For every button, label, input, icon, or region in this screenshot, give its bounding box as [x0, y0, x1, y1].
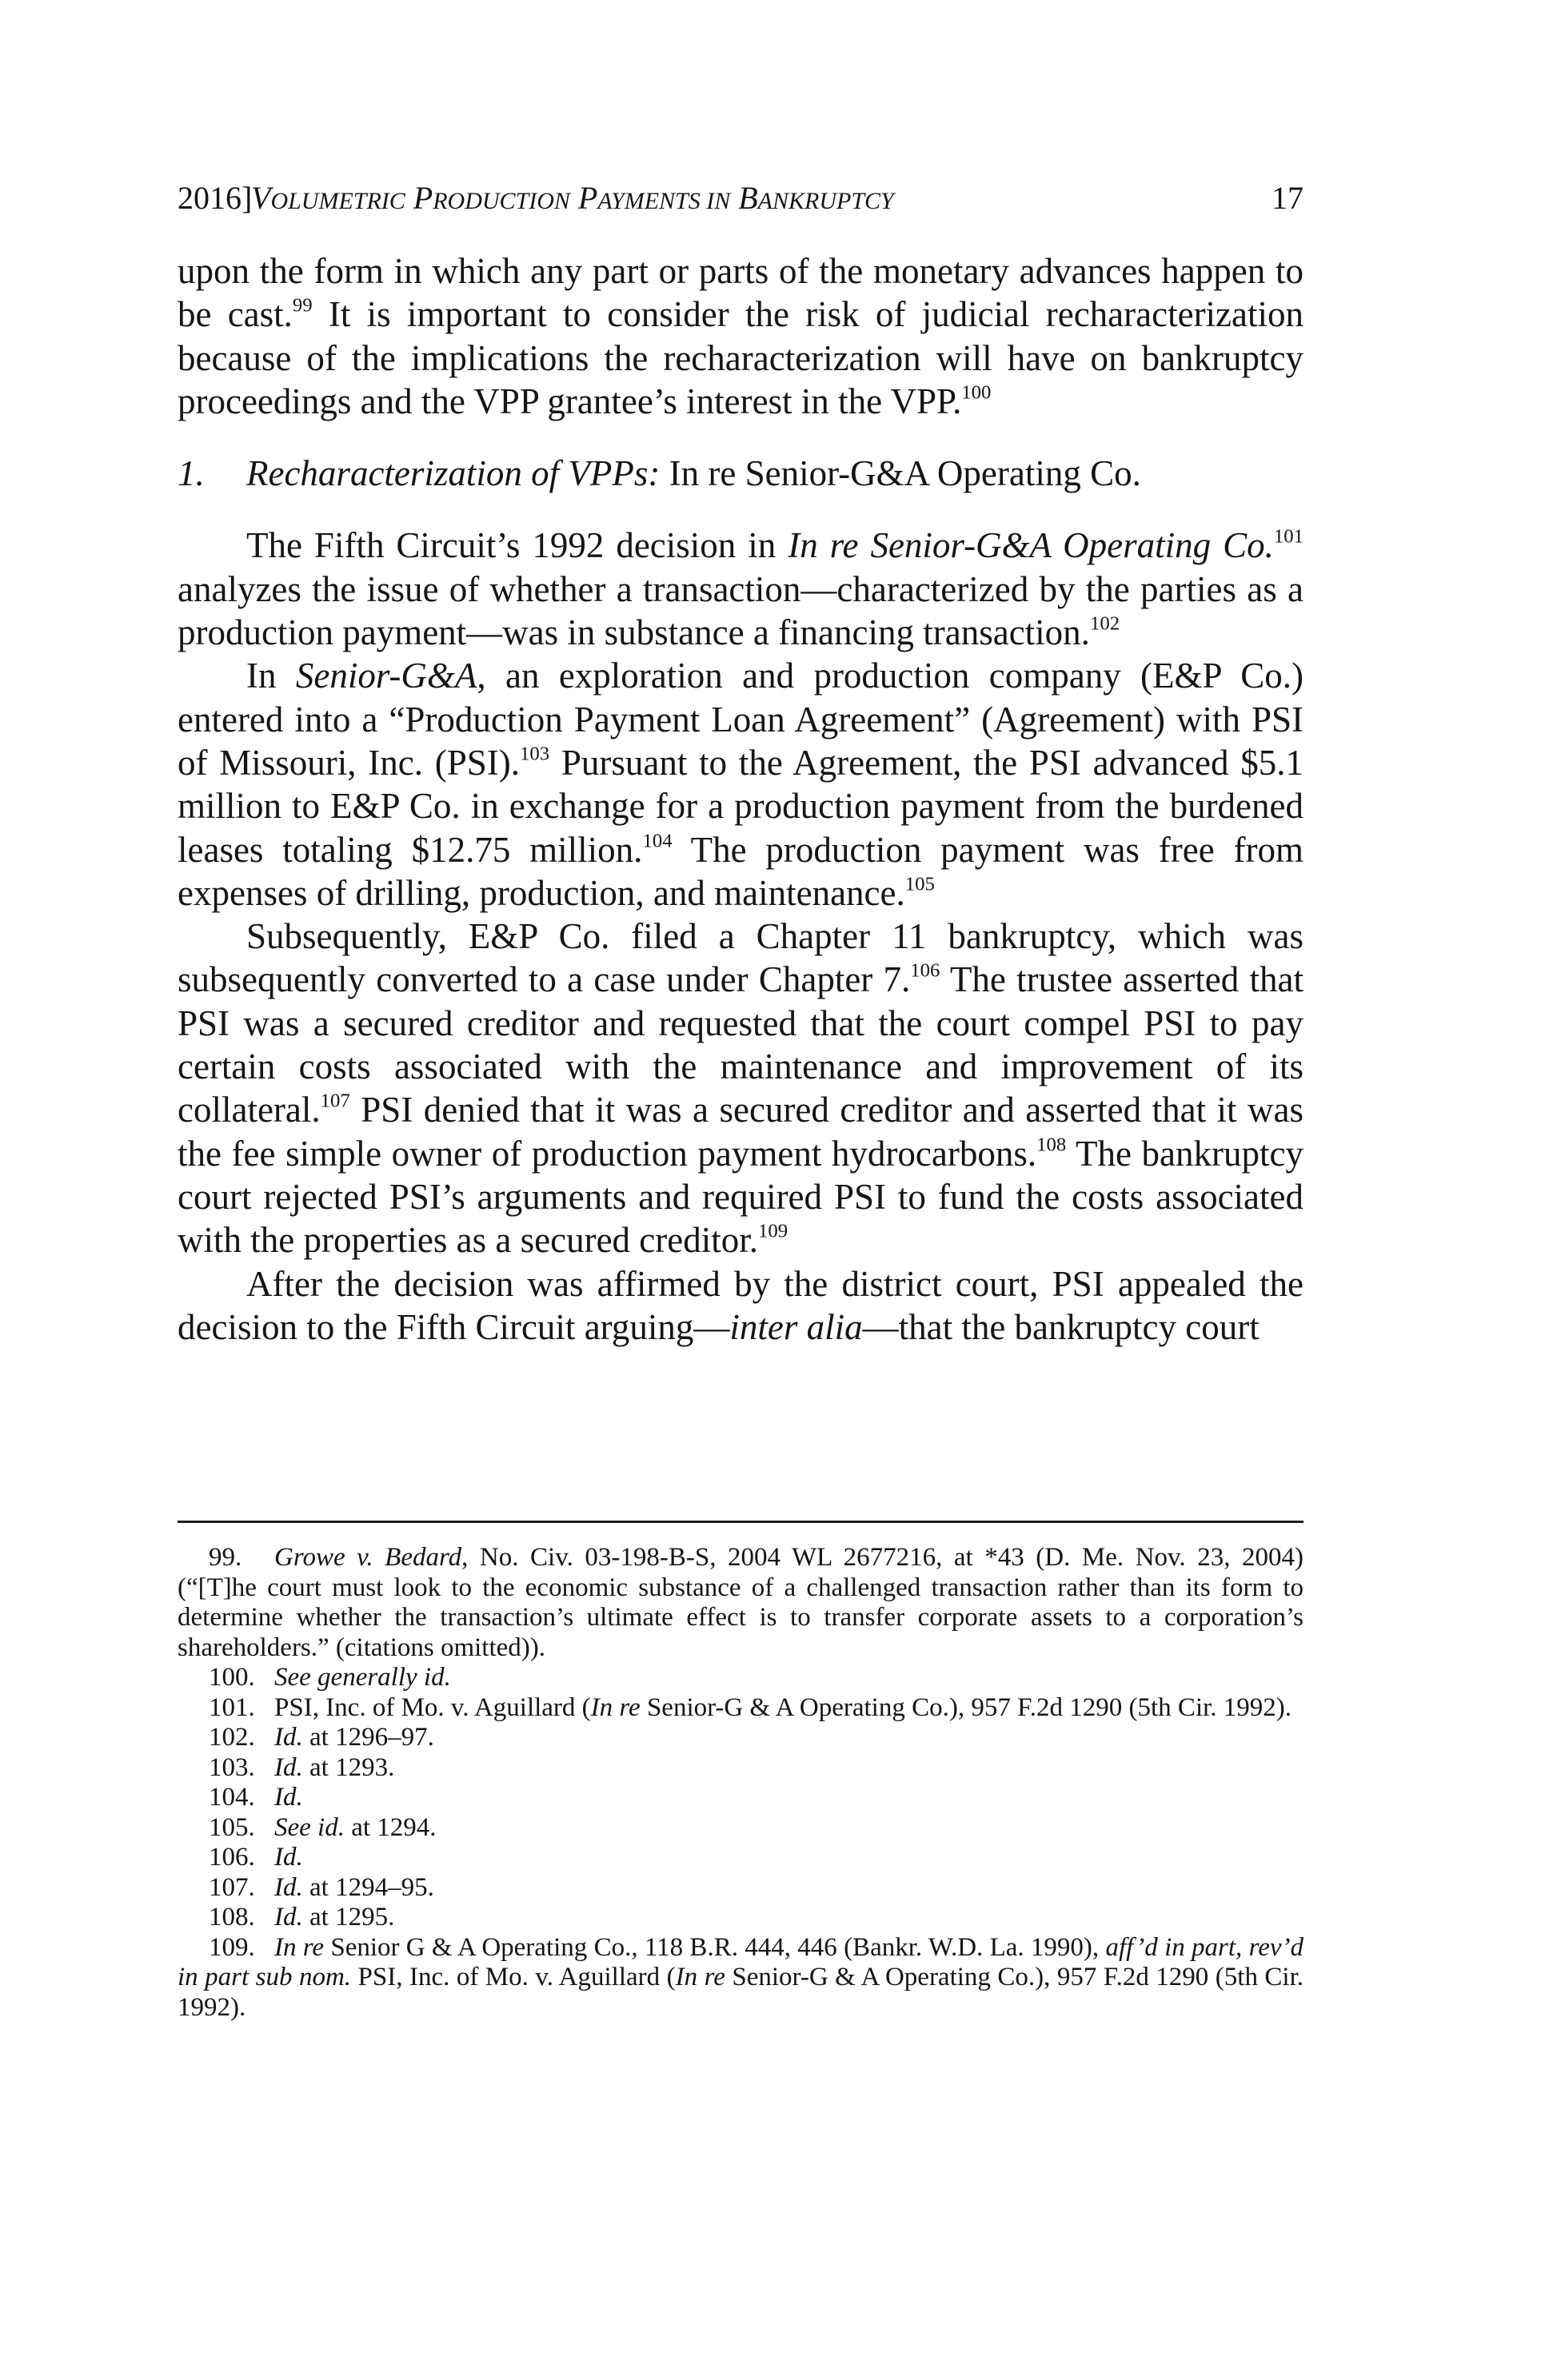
footnote-103: 103. Id. at 1293.: [209, 1752, 395, 1782]
footnote-ref: 101: [1273, 525, 1303, 548]
paragraph-3: In Senior-G&A, an exploration and production company (E&P Co.) entered into a “Production Payment Loan Agreement” (Agreement) with PSI of Missouri, Inc. (PSI).$^{103}$ Pursuant to the Agreement, the PSI advanced $5.1 million to E&P Co. in exchange for a production payment from the burdened leases totaling $12.75 million.$^{104}$ The production payment was free from expenses of drilling, production, and maintenance.$^{105}$: [178, 656, 1304, 913]
paragraph-4: Subsequently, E&P Co. filed a Chapter 11 bankruptcy, which was subsequently converted to a case under Chapter 7.$^{106}$ The trustee asserted that PSI was a secured creditor and requested that the court compel PSI to pay certain costs associated with the maintenance and improvement of its collateral.$^{107}$ PSI denied that it was a secured creditor and asserted that it was the fee simple owner of production payment hydrocarbons.$^{108}$ The bankruptcy court rejected PSI’s arguments and required PSI to fund the costs associated with the properties as a secured creditor.$^{109}$: [178, 916, 1303, 1261]
footnotes: [178, 1543, 1303, 2023]
page-number: 17: [1272, 180, 1303, 216]
header-year: 2016]: [178, 180, 253, 216]
footnote-ref: 105: [904, 873, 935, 895]
footnote-106: 106. Id.: [209, 1843, 303, 1872]
section-heading: 1. Recharacterization of VPPs: In re Senior-G&A Operating Co.: [178, 453, 1141, 494]
running-header: [178, 174, 1303, 222]
footnote-ref: 109: [757, 1220, 788, 1242]
footnote-ref: 99: [292, 294, 313, 317]
body-text: [178, 249, 1303, 1349]
paragraph-1: upon the form in which any part or parts of the monetary advances happen to be cast.$^{99}$ It is important to consider the risk of judicial recharacterization because of the implications the recharacterization will have on bankruptcy proceedings and the VPP grantee’s interest in the VPP.$^{100}$: [178, 251, 1304, 421]
footnote-ref: 104: [642, 830, 673, 851]
paragraph-5: After the decision was affirmed by the district court, PSI appealed the decision to the Fifth Circuit arguing—inter alia—that the bankruptcy court: [178, 1263, 1303, 1347]
footnote-102: 102. Id. at 1296–97.: [209, 1723, 434, 1752]
footnote-101: 101. PSI, Inc. of Mo. v. Aguillard (In re Senior-G & A Operating Co.), 957 F.2d 1290 (5th Cir. 1992).: [209, 1692, 1292, 1722]
footnote-109: 109. In re Senior G & A Operating Co., 118 B.R. 444, 446 (Bankr. W.D. La. 1990), aff’d in part, rev’d in part sub nom. PSI, Inc. of Mo. v. Aguillard (In re Senior-G & A Operating Co.), 957 F.2d 1290 (5th Cir. 1992).: [178, 1932, 1304, 2022]
header-title: VOLUMETRIC PRODUCTION PAYMENTS IN BANKRUPTCY: [251, 180, 894, 216]
footnote-108: 108. Id. at 1295.: [209, 1903, 395, 1932]
footnote-100: 100. See generally id.: [209, 1663, 451, 1692]
footnote-104: 104. Id.: [209, 1783, 303, 1812]
footnote-ref: 107: [320, 1090, 350, 1112]
footnote-107: 107. Id. at 1294–95.: [209, 1872, 434, 1902]
footnote-ref: 108: [1036, 1134, 1067, 1156]
footnote-105: 105. See id. at 1294.: [209, 1812, 437, 1842]
footnote-ref: 102: [1089, 612, 1120, 635]
paragraph-2: The Fifth Circuit’s 1992 decision in In re Senior-G&A Operating Co.$^{101}$ analyzes the issue of whether a transaction—characterized by the parties as a production payment—was in substance a financing transaction.$^{102}$: [178, 525, 1303, 653]
footnote-ref: 100: [961, 381, 992, 404]
footnote-99: 99. Growe v. Bedard, No. Civ. 03-198-B-S, 2004 WL 2677216, at *43 (D. Me. Nov. 23, 2004) (“[T]he court must look to the economic substance of a challenged transaction rather than its form to determine whether the transaction’s ultimate effect is to transfer corporate assets to a corporation’s shareholders.” (citations omitted)).: [178, 1543, 1303, 1662]
footnote-ref: 106: [910, 959, 940, 982]
footnote-ref: 103: [520, 743, 550, 765]
footnote-divider: [178, 1521, 1303, 1523]
